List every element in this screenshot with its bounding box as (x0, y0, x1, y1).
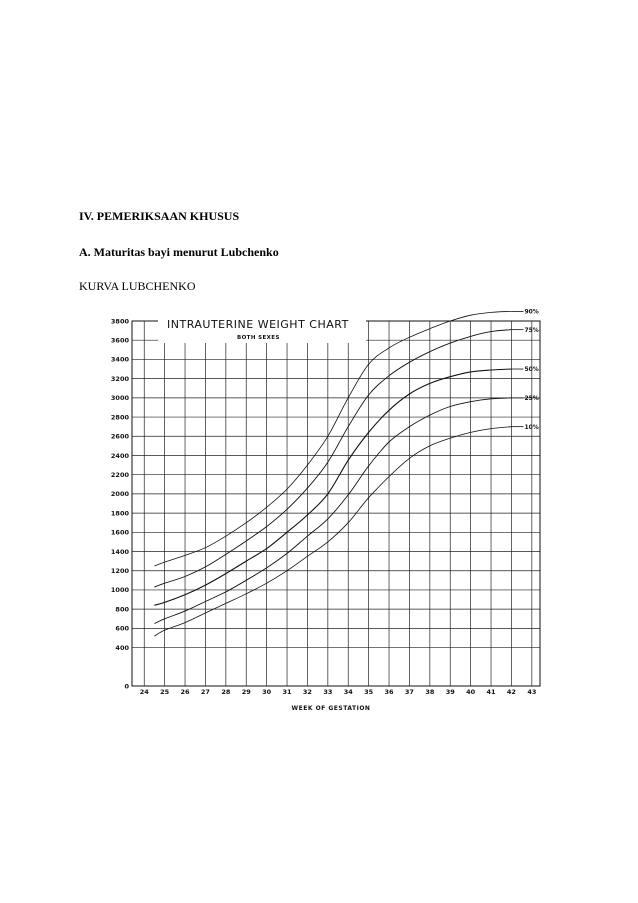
chart-curves (154, 311, 523, 636)
y-tick-label: 800 (115, 605, 129, 614)
x-tick-label: 38 (425, 688, 435, 696)
x-tick-label: 25 (160, 688, 170, 696)
y-tick-label: 2600 (110, 432, 129, 441)
x-tick-label: 26 (180, 688, 190, 696)
percentile-curve-90-pct (154, 311, 511, 566)
y-tick-label: 3000 (110, 394, 129, 403)
chart-text (111, 309, 539, 712)
y-tick-label: 3600 (110, 336, 129, 345)
chart-title: INTRAUTERINE WEIGHT CHART (167, 318, 349, 331)
y-tick-label: 2400 (110, 451, 129, 460)
y-tick-label: 3400 (110, 355, 129, 364)
y-tick-label: 3800 (110, 317, 129, 326)
x-tick-label: 28 (221, 688, 231, 696)
y-tick-label: 1800 (110, 509, 129, 518)
y-tick-label: 2200 (110, 470, 129, 479)
x-tick-label: 40 (466, 688, 476, 696)
x-tick-label: 30 (262, 688, 272, 696)
x-tick-label: 36 (384, 688, 394, 696)
percentile-label: 50% (524, 366, 539, 374)
y-tick-label: 2000 (110, 490, 129, 499)
x-tick-label: 37 (404, 688, 414, 696)
x-tick-label: 35 (364, 688, 374, 696)
x-tick-label: 27 (200, 688, 210, 696)
y-tick-label: 0 (124, 682, 129, 691)
y-tick-label: 2800 (110, 413, 129, 422)
section-subheading: A. Maturitas bayi menurut Lubchenko (79, 245, 279, 259)
chart-subtitle: BOTH SEXES (237, 335, 280, 341)
percentile-label: 75% (524, 326, 539, 334)
percentile-label: 25% (524, 395, 539, 403)
percentile-label: 90% (524, 308, 539, 316)
chart-grid (132, 321, 540, 686)
x-tick-label: 41 (486, 688, 496, 696)
y-tick-label: 400 (115, 643, 129, 652)
y-tick-label: 1400 (110, 547, 129, 556)
y-tick-label: 3200 (110, 374, 129, 383)
x-tick-label: 34 (343, 688, 353, 696)
x-axis-label: WEEK OF GESTATION (291, 705, 371, 712)
x-tick-label: 29 (241, 688, 251, 696)
plot-border (132, 321, 540, 686)
percentile-curve-10-pct (154, 427, 511, 636)
y-tick-label: 1000 (110, 586, 129, 595)
x-tick-label: 31 (282, 688, 292, 696)
y-tick-label: 1200 (110, 567, 129, 576)
x-tick-label: 32 (302, 688, 312, 696)
x-tick-label: 42 (506, 688, 516, 696)
x-tick-label: 33 (323, 688, 333, 696)
percentile-curve-75-pct (154, 330, 511, 587)
x-tick-label: 39 (445, 688, 455, 696)
x-tick-label: 24 (139, 688, 149, 696)
y-tick-label: 1600 (110, 528, 129, 537)
chart-caption: KURVA LUBCHENKO (79, 279, 196, 293)
percentile-label: 10% (524, 423, 539, 431)
x-tick-label: 43 (527, 688, 537, 696)
y-tick-label: 600 (115, 624, 129, 633)
section-heading: IV. PEMERIKSAAN KHUSUS (79, 209, 240, 223)
